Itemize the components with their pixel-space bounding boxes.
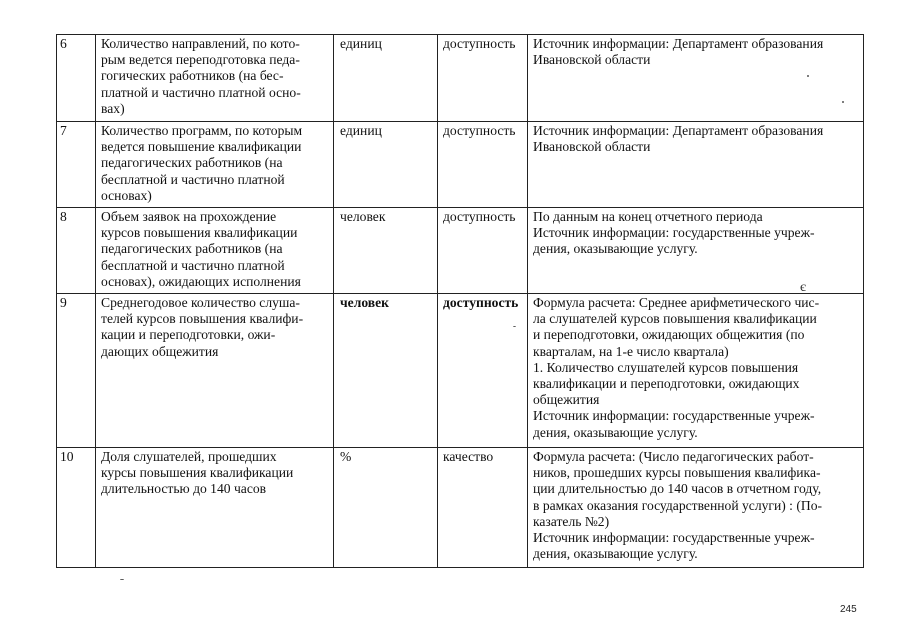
row-number: 6 xyxy=(57,35,96,122)
unit-cell: человек xyxy=(334,294,438,448)
indicator-name: Количество программ, по которым ведется повышение квалификации педагогических работников (на бесплатной и частично платной основах) xyxy=(96,122,334,208)
unit-cell: человек xyxy=(334,208,438,294)
criterion-cell: качество xyxy=(438,448,528,568)
table-row xyxy=(57,448,864,568)
source-cell: Источник информации: Департамент образования Ивановской области xyxy=(528,35,864,122)
row-number: 9 xyxy=(57,294,96,448)
indicator-name: Количество направлений, по кото- рым ведется переподготовка педа- гогических работников (на бес- платной и частично платной осно- вах) xyxy=(96,35,334,122)
criterion-cell: доступность xyxy=(438,294,528,448)
criterion-cell: доступность xyxy=(438,35,528,122)
table-row xyxy=(57,122,864,208)
indicator-name: Доля слушателей, прошедших курсы повышения квалификации длительностью до 140 часов xyxy=(96,448,334,568)
scan-speck xyxy=(513,326,516,327)
source-cell: Формула расчета: Среднее арифметического чис- ла слушателей курсов повышения квалификации и переподготовки, ожидающих общежития (по кварталам, на 1-е число квартала) 1. Количество слушателей курсов повышения квалификации и переподготовки, ожидающих общежития Источник информации: государственные учреж- дения, оказывающие услугу. xyxy=(528,294,864,448)
row-number: 7 xyxy=(57,122,96,208)
handwritten-mark: є xyxy=(800,280,807,295)
unit-cell: % xyxy=(334,448,438,568)
table-row xyxy=(57,294,864,448)
scan-speck xyxy=(842,101,844,103)
indicator-name: Объем заявок на прохождение курсов повышения квалификации педагогических работников (на бесплатной и частично платной основах), ожидающих исполнения xyxy=(96,208,334,294)
table-row xyxy=(57,35,864,122)
scan-speck xyxy=(120,579,124,580)
indicator-name: Среднегодовое количество слуша- телей курсов повышения квалифи- кации и переподготовки, ожи- дающих общежития xyxy=(96,294,334,448)
row-number: 10 xyxy=(57,448,96,568)
source-cell: Формула расчета: (Число педагогических работ- ников, прошедших курсы повышения квалифика- ции длительностью до 140 часов в отчетном году, в рамках оказания государственной услуги) : (По- казатель №2) Источник информации: государственные учреж- дения, оказывающие услугу. xyxy=(528,448,864,568)
indicators-table xyxy=(56,34,864,568)
row-number: 8 xyxy=(57,208,96,294)
source-cell: По данным на конец отчетного периода Источник информации: государственные учреж- дения, оказывающие услугу. xyxy=(528,208,864,294)
unit-cell: единиц xyxy=(334,35,438,122)
criterion-cell: доступность xyxy=(438,208,528,294)
page-number: 245 xyxy=(840,604,857,615)
criterion-cell: доступность xyxy=(438,122,528,208)
table-row xyxy=(57,208,864,294)
scan-speck xyxy=(807,75,809,77)
source-cell: Источник информации: Департамент образования Ивановской области xyxy=(528,122,864,208)
unit-cell: единиц xyxy=(334,122,438,208)
